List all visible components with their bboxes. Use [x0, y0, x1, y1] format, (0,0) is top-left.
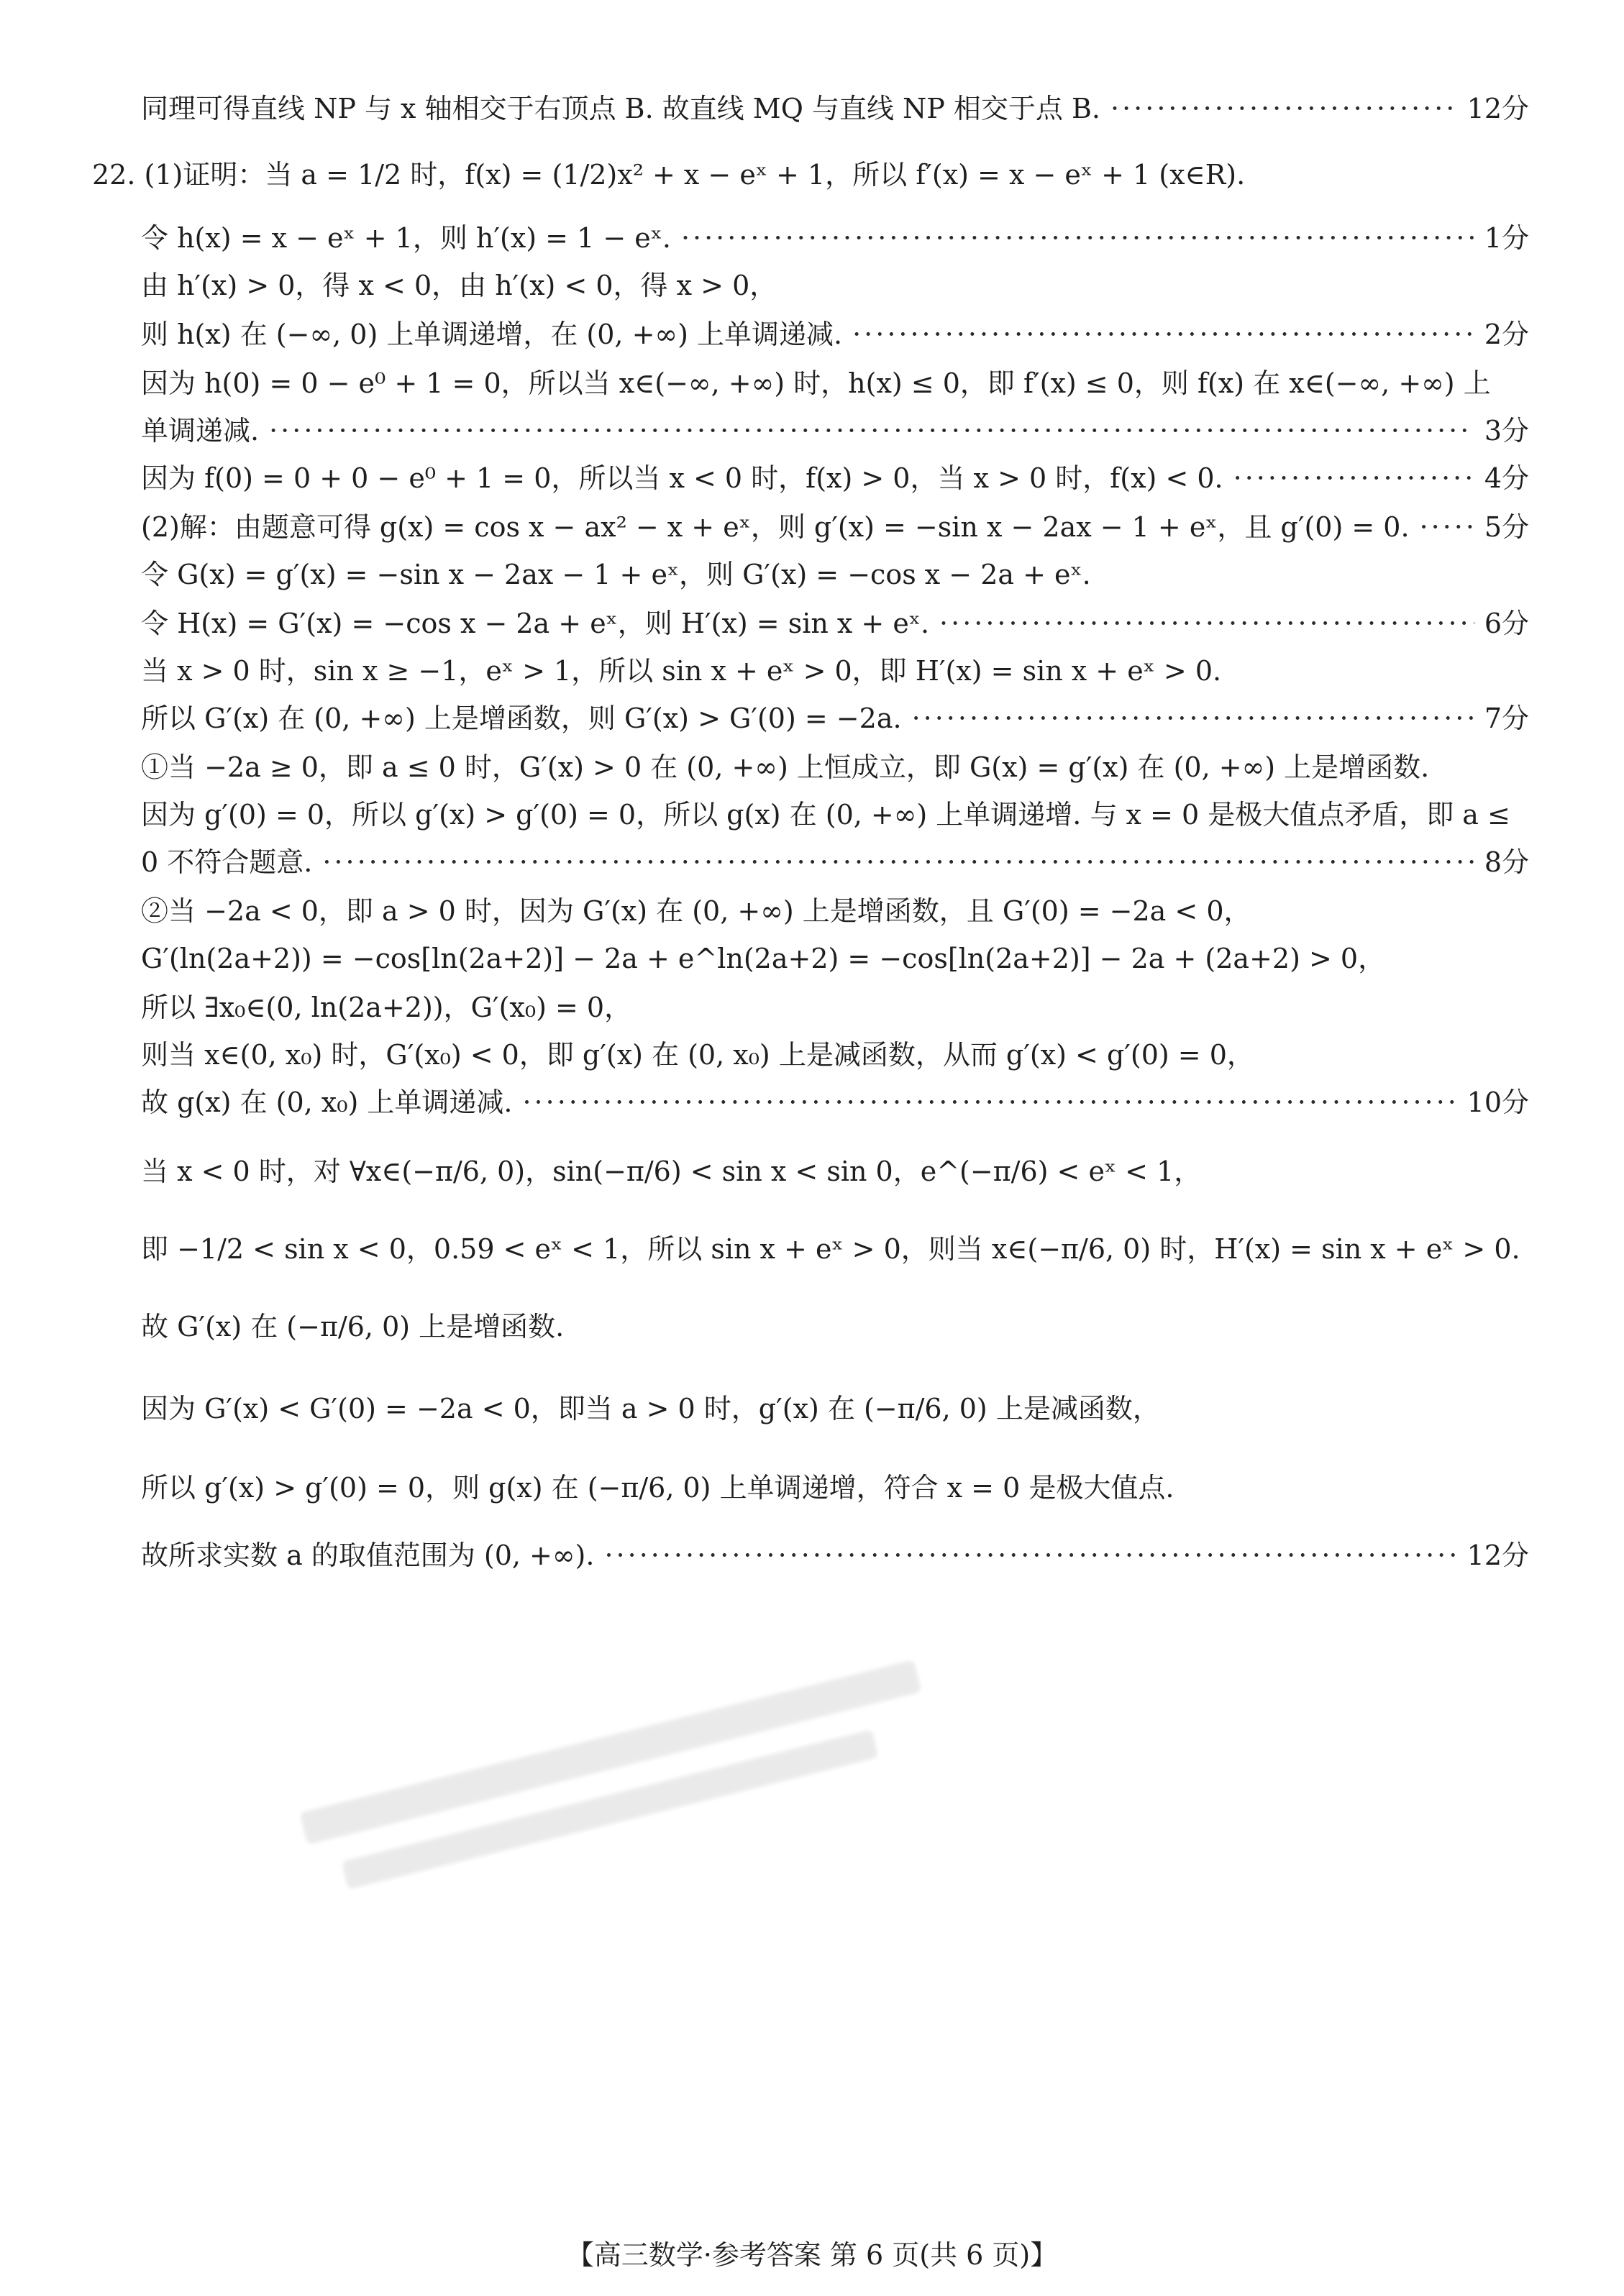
dot-leader	[269, 417, 1474, 444]
score-mark: 10分	[1466, 1087, 1529, 1118]
solution-line: 则当 x∈(0, x₀) 时，G′(x₀) < 0，即 g′(x) 在 (0, x₀) 上是减函数，从而 g′(x) < g′(0) = 0，	[141, 1039, 1254, 1071]
solution-line: 则 h(x) 在 (−∞, 0) 上单调递增，在 (0, +∞) 上单调递减. ····· 2分	[141, 321, 1529, 348]
score-mark: 4分	[1484, 462, 1529, 494]
solution-line: 令 G(x) = g′(x) = −sin x − 2ax − 1 + eˣ，则 G′(x) = −cos x − 2a + eˣ.	[141, 559, 1091, 590]
solution-line: 因为 G′(x) < G′(0) = −2a < 0，即当 a > 0 时，g′(x) 在 (−π/6, 0) 上是减函数，	[141, 1393, 1160, 1424]
dot-leader	[852, 321, 1474, 348]
solution-line: 单调递减. ····· 3分	[141, 417, 1529, 444]
solution-line: 因为 f(0) = 0 + 0 − e⁰ + 1 = 0，所以当 x < 0 时，f(x) > 0，当 x > 0 时，f(x) < 0. ····· 4分	[141, 465, 1529, 492]
score-mark: 8分	[1484, 846, 1529, 878]
solution-line: 由 h′(x) > 0，得 x < 0，由 h′(x) < 0，得 x > 0，	[141, 270, 777, 301]
score-mark: 12分	[1466, 93, 1529, 124]
dot-leader	[604, 1542, 1456, 1569]
solution-line: 所以 ∃x₀∈(0, ln(2a+2))，G′(x₀) = 0，	[141, 992, 632, 1023]
solution-line: 当 x > 0 时，sin x ≥ −1，eˣ > 1，所以 sin x + eˣ > 0，即 H′(x) = sin x + eˣ > 0.	[141, 655, 1222, 687]
solution-line: 即 −1/2 < sin x < 0，0.59 < eˣ < 1，所以 sin x + eˣ > 0，则当 x∈(−π/6, 0) 时，H′(x) = sin x + eˣ > 0.	[141, 1233, 1520, 1265]
solution-line: 所以 g′(x) > g′(0) = 0，则 g(x) 在 (−π/6, 0) 上单调递增，符合 x = 0 是极大值点.	[141, 1472, 1174, 1504]
dot-leader	[912, 705, 1474, 732]
solution-line: 因为 h(0) = 0 − e⁰ + 1 = 0，所以当 x∈(−∞, +∞) 时，h(x) ≤ 0，即 f′(x) ≤ 0，则 f(x) 在 x∈(−∞, +∞) 上	[141, 367, 1491, 399]
solution-line: ①当 −2a ≥ 0，即 a ≤ 0 时，G′(x) > 0 在 (0, +∞) 上恒成立，即 G(x) = g′(x) 在 (0, +∞) 上是增函数.	[141, 751, 1430, 783]
solution-line: 令 h(x) = x − eˣ + 1，则 h′(x) = 1 − eˣ. ····· 1分	[141, 224, 1529, 252]
dot-leader	[1233, 465, 1474, 492]
score-mark: 6分	[1484, 608, 1529, 639]
dot-leader	[1420, 513, 1474, 541]
dot-leader	[939, 610, 1474, 637]
dot-leader	[681, 224, 1474, 252]
solution-line: ②当 −2a < 0，即 a > 0 时，因为 G′(x) 在 (0, +∞) 上是增函数，且 G′(0) = −2a < 0，	[141, 895, 1251, 927]
solution-line: 故所求实数 a 的取值范围为 (0, +∞). ····· 12分	[141, 1542, 1529, 1569]
solution-line: 故 g(x) 在 (0, x₀) 上单调递减. ····· 10分	[141, 1089, 1529, 1116]
page-footer: 【高三数学·参考答案 第 6 页(共 6 页)】	[566, 2239, 1058, 2271]
solution-line: 同理可得直线 NP 与 x 轴相交于右顶点 B. 故直线 MQ 与直线 NP 相交于点 B. ····· 12分	[141, 95, 1529, 122]
score-mark: 12分	[1466, 1540, 1529, 1571]
score-mark: 7分	[1484, 703, 1529, 734]
dot-leader	[1110, 95, 1457, 122]
score-mark: 5分	[1484, 511, 1529, 543]
score-mark: 1分	[1484, 222, 1529, 254]
solution-line: 0 不符合题意. ····· 8分	[141, 849, 1529, 876]
solution-line: 所以 G′(x) 在 (0, +∞) 上是增函数，则 G′(x) > G′(0) = −2a. ····· 7分	[141, 705, 1529, 732]
solution-line: (2)解：由题意可得 g(x) = cos x − ax² − x + eˣ，则 g′(x) = −sin x − 2ax − 1 + eˣ，且 g′(0) = 0. ····· 5分	[141, 513, 1529, 541]
solution-line: 因为 g′(0) = 0，所以 g′(x) > g′(0) = 0，所以 g(x) 在 (0, +∞) 上单调递增. 与 x = 0 是极大值点矛盾，即 a ≤	[141, 799, 1510, 831]
faded-watermark	[294, 1635, 957, 1931]
dot-leader	[322, 849, 1474, 876]
score-mark: 2分	[1484, 319, 1529, 350]
solution-line: 令 H(x) = G′(x) = −cos x − 2a + eˣ，则 H′(x) = sin x + eˣ. ····· 6分	[141, 610, 1529, 637]
dot-leader	[522, 1089, 1456, 1116]
solution-line: G′(ln(2a+2)) = −cos[ln(2a+2)] − 2a + e^ln(2a+2) = −cos[ln(2a+2)] − 2a + (2a+2) > 0，	[141, 943, 1386, 974]
score-mark: 3分	[1484, 415, 1529, 447]
problem-heading: 22. (1)证明：当 a = 1/2 时，f(x) = (1/2)x² + x − eˣ + 1，所以 f′(x) = x − eˣ + 1 (x∈R).	[92, 159, 1246, 191]
solution-line: 故 G′(x) 在 (−π/6, 0) 上是增函数.	[141, 1311, 565, 1343]
solution-line: 当 x < 0 时，对 ∀x∈(−π/6, 0)，sin(−π/6) < sin x < sin 0，e^(−π/6) < eˣ < 1，	[141, 1156, 1202, 1187]
